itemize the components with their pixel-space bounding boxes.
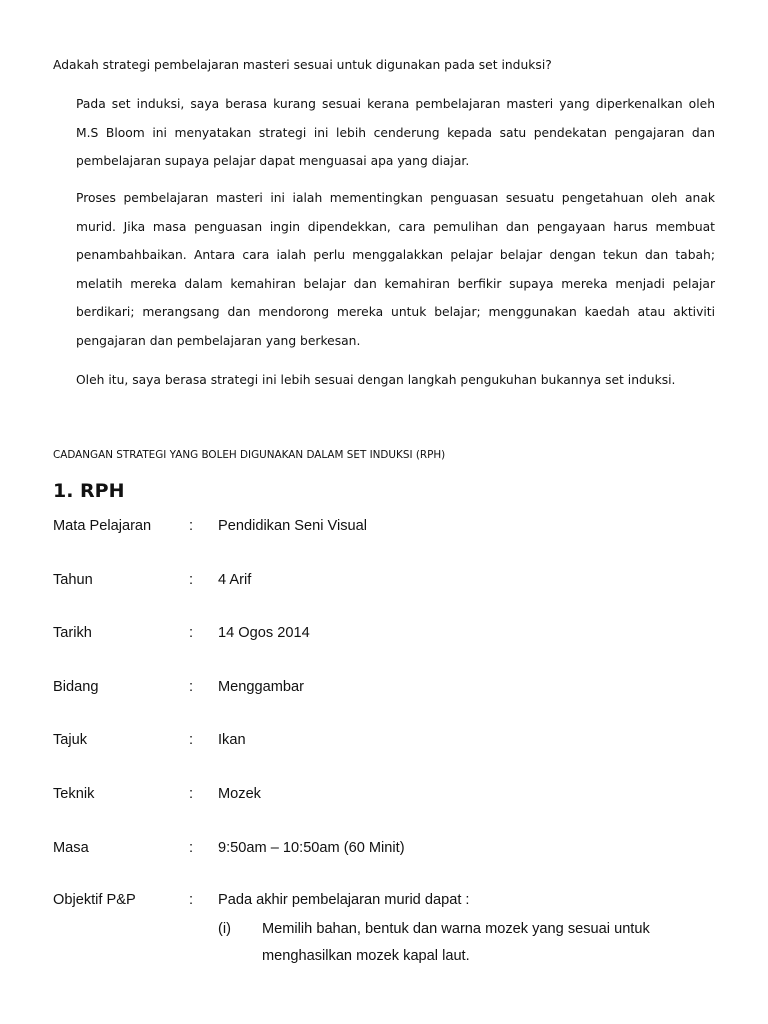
field-label: Tarikh [53, 625, 92, 641]
paragraph-conclusion: Oleh itu, saya berasa strategi ini lebih sesuai dengan langkah pengukuhan bukannya set induksi. [76, 373, 676, 387]
field-colon: : [189, 572, 194, 588]
field-value: 4 Arif [218, 572, 252, 588]
field-mata-pelajaran [53, 515, 733, 537]
objective-text: Memilih bahan, bentuk dan warna mozek yang sesuai untuk menghasilkan mozek kapal laut. [262, 921, 650, 964]
field-label: Tahun [53, 572, 93, 588]
field-tajuk [53, 729, 733, 751]
field-label: Teknik [53, 786, 95, 802]
field-colon: : [189, 840, 194, 856]
field-colon: : [189, 625, 194, 641]
paragraph-induction: Pada set induksi, saya berasa kurang sesuai kerana pembelajaran masteri yang diperkenalkan oleh M.S Bloom ini menyatakan strategi ini lebih cenderung kepada satu pendekatan pengajaran dan pembelajaran supaya pelajar dapat menguasai apa yang diajar. [76, 97, 715, 168]
field-value: Pada akhir pembelajaran murid dapat : [218, 892, 470, 908]
field-objektif [53, 889, 733, 911]
field-masa [53, 837, 733, 859]
field-colon: : [189, 679, 194, 695]
field-value: 9:50am – 10:50am (60 Minit) [218, 840, 405, 856]
field-label: Objektif P&P [53, 892, 136, 908]
question-text: Adakah strategi pembelajaran masteri sesuai untuk digunakan pada set induksi? [53, 58, 552, 72]
field-label: Mata Pelajaran [53, 518, 152, 534]
field-label: Masa [53, 840, 89, 856]
field-tahun [53, 569, 733, 591]
field-value: Mozek [218, 786, 261, 802]
objective-number: (i) [218, 921, 231, 937]
field-bidang [53, 676, 733, 698]
rph-title: 1. RPH [53, 480, 125, 502]
field-value: Menggambar [218, 679, 304, 695]
field-teknik [53, 783, 733, 805]
field-colon: : [189, 732, 194, 748]
field-colon: : [189, 786, 194, 802]
field-label: Bidang [53, 679, 99, 695]
field-colon: : [189, 518, 194, 534]
field-colon: : [189, 892, 194, 908]
field-tarikh [53, 622, 733, 644]
field-value: Ikan [218, 732, 246, 748]
field-value: 14 Ogos 2014 [218, 625, 310, 641]
section-heading: CADANGAN STRATEGI YANG BOLEH DIGUNAKAN DALAM SET INDUKSI (RPH) [53, 449, 446, 461]
field-value: Pendidikan Seni Visual [218, 518, 368, 534]
paragraph-mastery-process: Proses pembelajaran masteri ini ialah mementingkan penguasan sesuatu pengetahuan oleh anak murid. Jika masa penguasan ingin dipendekkan, cara pemulihan dan pengayaan harus membuat penambahbaikan. Antara cara ialah perlu menggalakkan pelajar belajar dengan tekun dan tabah; melatih mereka dalam kemahiran belajar dan kemahiran berfikir supaya mereka menjadi pelajar berdikari; merangsang dan mendorong mereka untuk belajar; menggunakan kaedah atau aktiviti pengajaran dan pembelajaran yang berkesan. [76, 191, 715, 348]
field-label: Tajuk [53, 732, 88, 748]
